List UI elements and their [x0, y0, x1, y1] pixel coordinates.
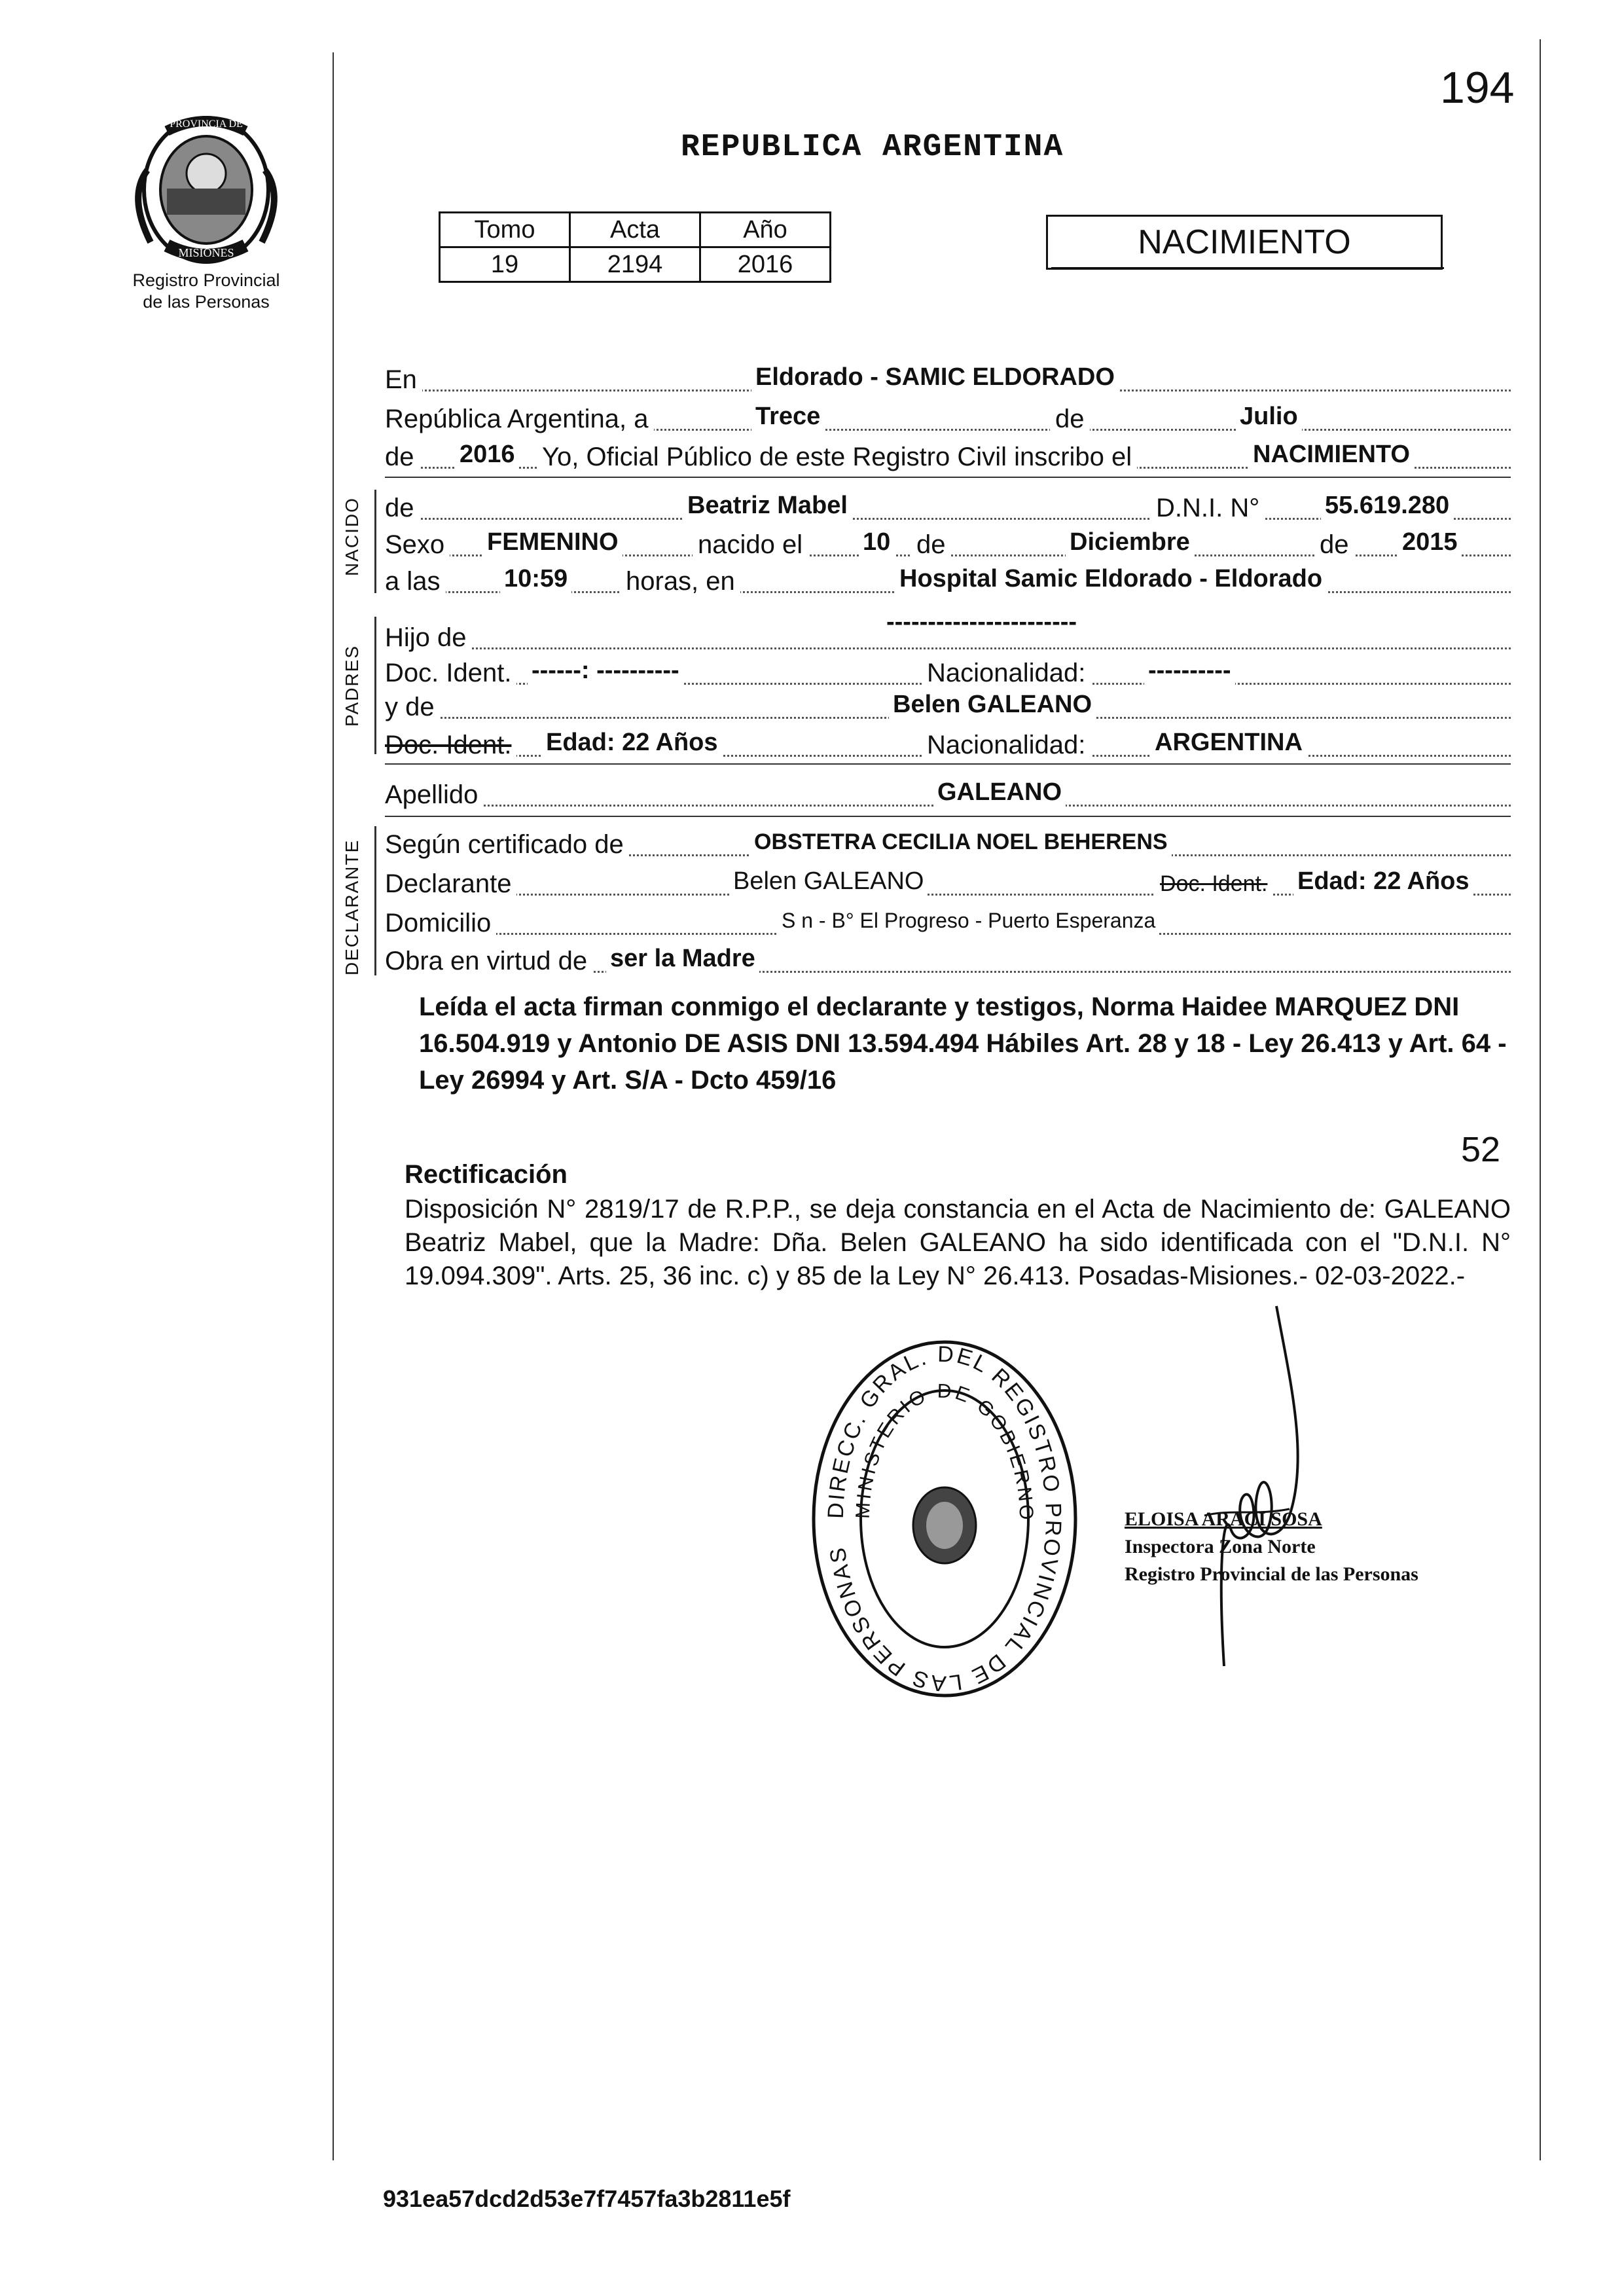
stamp-name: ELOISA ARACI SOSA — [1125, 1508, 1322, 1530]
row-father-doc: Doc. Ident. ------: ---------- Nacionalidad: ---------- — [385, 657, 1511, 689]
official-seal-stamp — [804, 1336, 1085, 1702]
name-value: Beatriz Mabel — [683, 491, 852, 520]
value-acta: 2194 — [570, 247, 700, 282]
row-place: En Eldorado - SAMIC ELDORADO — [385, 364, 1511, 395]
rectification-number: 52 — [1461, 1130, 1501, 1169]
birth-day-value: 10 — [859, 528, 894, 556]
row-declarant: Declarante Belen GALEANO Doc. Ident. Edad: 22 Años — [385, 868, 1511, 900]
rule-1 — [385, 477, 1511, 478]
svg-text:MISIONES: MISIONES — [178, 246, 234, 259]
row-certificate: Según certificado de OBSTETRA CECILIA NOEL BEHERENS — [385, 829, 1511, 860]
year-value: 2016 — [456, 440, 519, 469]
row-time-place: a las 10:59 horas, en Hospital Samic Eldorado - Eldorado — [385, 566, 1511, 597]
father-nationality-value: ---------- — [1144, 656, 1235, 685]
father-value: ----------------------- — [882, 608, 1081, 636]
row-mother: y de Belen GALEANO — [385, 691, 1511, 723]
declarante-bracket — [374, 826, 376, 975]
sex-value: FEMENINO — [483, 528, 623, 556]
reference-table — [439, 211, 831, 283]
capacity-value: ser la Madre — [606, 944, 759, 973]
rectification-text: Disposición N° 2819/17 de R.P.P., se deja constancia en el Acta de Nacimiento de: GALEANO Beatriz Mabel, que la Madre: Dña. Belen GALEANO ha sido identificada con el "D.N.I. N° 19.094.309". Arts. 25, 36 inc. c) y 85 de la Ley N° 26.413. Posadas-Misiones.- 02-03-2022.- — [405, 1195, 1511, 1290]
record-type-box: NACIMIENTO — [1046, 215, 1443, 270]
rule-2 — [385, 763, 1511, 765]
section-label-nacido: NACIDO — [342, 497, 362, 576]
mother-age-value: Edad: 22 Años — [542, 728, 722, 757]
row-capacity: Obra en virtud de ser la Madre — [385, 945, 1511, 977]
dni-value: 55.619.280 — [1321, 491, 1453, 520]
value-anio: 2016 — [700, 247, 831, 282]
mother-value: Belen GALEANO — [889, 690, 1096, 719]
father-doc-value: ------: ---------- — [528, 656, 683, 685]
handwritten-signature — [1178, 1299, 1348, 1666]
svg-text:MINISTERIO DE GOBIERNO: MINISTERIO DE GOBIERNO — [852, 1380, 1038, 1523]
birth-time-value: 10:59 — [500, 564, 571, 593]
record-type-underline — [1051, 267, 1444, 269]
surname-value: GALEANO — [933, 778, 1066, 807]
day-value: Trece — [751, 402, 824, 431]
coat-of-arms-logo — [121, 111, 291, 268]
inscribed-value: NACIMIENTO — [1249, 440, 1414, 469]
row-mother-doc: Doc. Ident. Edad: 22 Años Nacionalidad: ARGENTINA — [385, 729, 1511, 761]
domicile-value: S n - B° El Progreso - Puerto Esperanza — [778, 906, 1159, 935]
birth-place-value: Hospital Samic Eldorado - Eldorado — [895, 564, 1326, 593]
certificate-value: OBSTETRA CECILIA NOEL BEHERENS — [750, 827, 1172, 856]
header-tomo: Tomo — [440, 213, 570, 247]
row-father: Hijo de ----------------------- — [385, 622, 1511, 653]
row-sex-birth: Sexo FEMENINO nacido el 10 de Diciembre de 2015 — [385, 529, 1511, 560]
left-margin-line — [333, 52, 334, 2160]
mother-nationality-value: ARGENTINA — [1151, 728, 1307, 757]
place-value: Eldorado - SAMIC ELDORADO — [751, 363, 1119, 391]
section-label-declarante: DECLARANTE — [342, 839, 362, 975]
stamp-role: Inspectora Zona Norte — [1125, 1536, 1316, 1557]
declarant-age-value: Edad: 22 Años — [1293, 867, 1473, 896]
birth-year-value: 2015 — [1398, 528, 1462, 556]
row-name: de Beatriz Mabel D.N.I. N° 55.619.280 — [385, 492, 1511, 524]
svg-text:DIRECC. GRAL. DEL REGISTRO PRO: DIRECC. GRAL. DEL REGISTRO PROVINCIAL DE LAS PERSONAS — [823, 1341, 1066, 1696]
rectification-title: Rectificación — [405, 1160, 568, 1189]
birth-month-value: Diciembre — [1066, 528, 1194, 556]
registry-caption: Registro Provincial de las Personas — [132, 270, 280, 312]
header-acta: Acta — [570, 213, 700, 247]
stamp-office: Registro Provincial de las Personas — [1125, 1563, 1418, 1585]
header-anio: Año — [700, 213, 831, 247]
declarant-value: Belen GALEANO — [729, 867, 928, 896]
row-inscription: de 2016 Yo, Oficial Público de este Registro Civil inscribo el NACIMIENTO — [385, 441, 1511, 473]
row-domicile: Domicilio S n - B° El Progreso - Puerto Esperanza — [385, 907, 1511, 939]
value-tomo: 19 — [440, 247, 570, 282]
legal-paragraph: Leída el acta firman conmigo el declarante y testigos, Norma Haidee MARQUEZ DNI 16.504.919 y Antonio DE ASIS DNI 13.594.494 Hábiles Art. 28 y 18 - Ley 26.413 y Art. 64 - Ley 26994 y Art. S/A - Dcto 459/16 — [419, 992, 1507, 1095]
document-hash: 931ea57dcd2d53e7f7457fa3b2811e5f — [383, 2185, 791, 2212]
svg-text:PROVINCIA DE: PROVINCIA DE — [170, 118, 243, 130]
month-value: Julio — [1236, 402, 1302, 431]
padres-bracket — [374, 617, 376, 754]
nacido-bracket — [374, 490, 376, 593]
row-surname: Apellido GALEANO — [385, 779, 1511, 810]
official-name-stamp — [1125, 1506, 1465, 1588]
section-label-padres: PADRES — [342, 644, 362, 727]
right-margin-line — [1540, 39, 1541, 2160]
rule-3 — [385, 816, 1511, 817]
page-number: 194 — [1440, 63, 1515, 113]
country-title: REPUBLICA ARGENTINA — [681, 130, 1064, 165]
row-date: República Argentina, a Trece de Julio — [385, 403, 1511, 435]
